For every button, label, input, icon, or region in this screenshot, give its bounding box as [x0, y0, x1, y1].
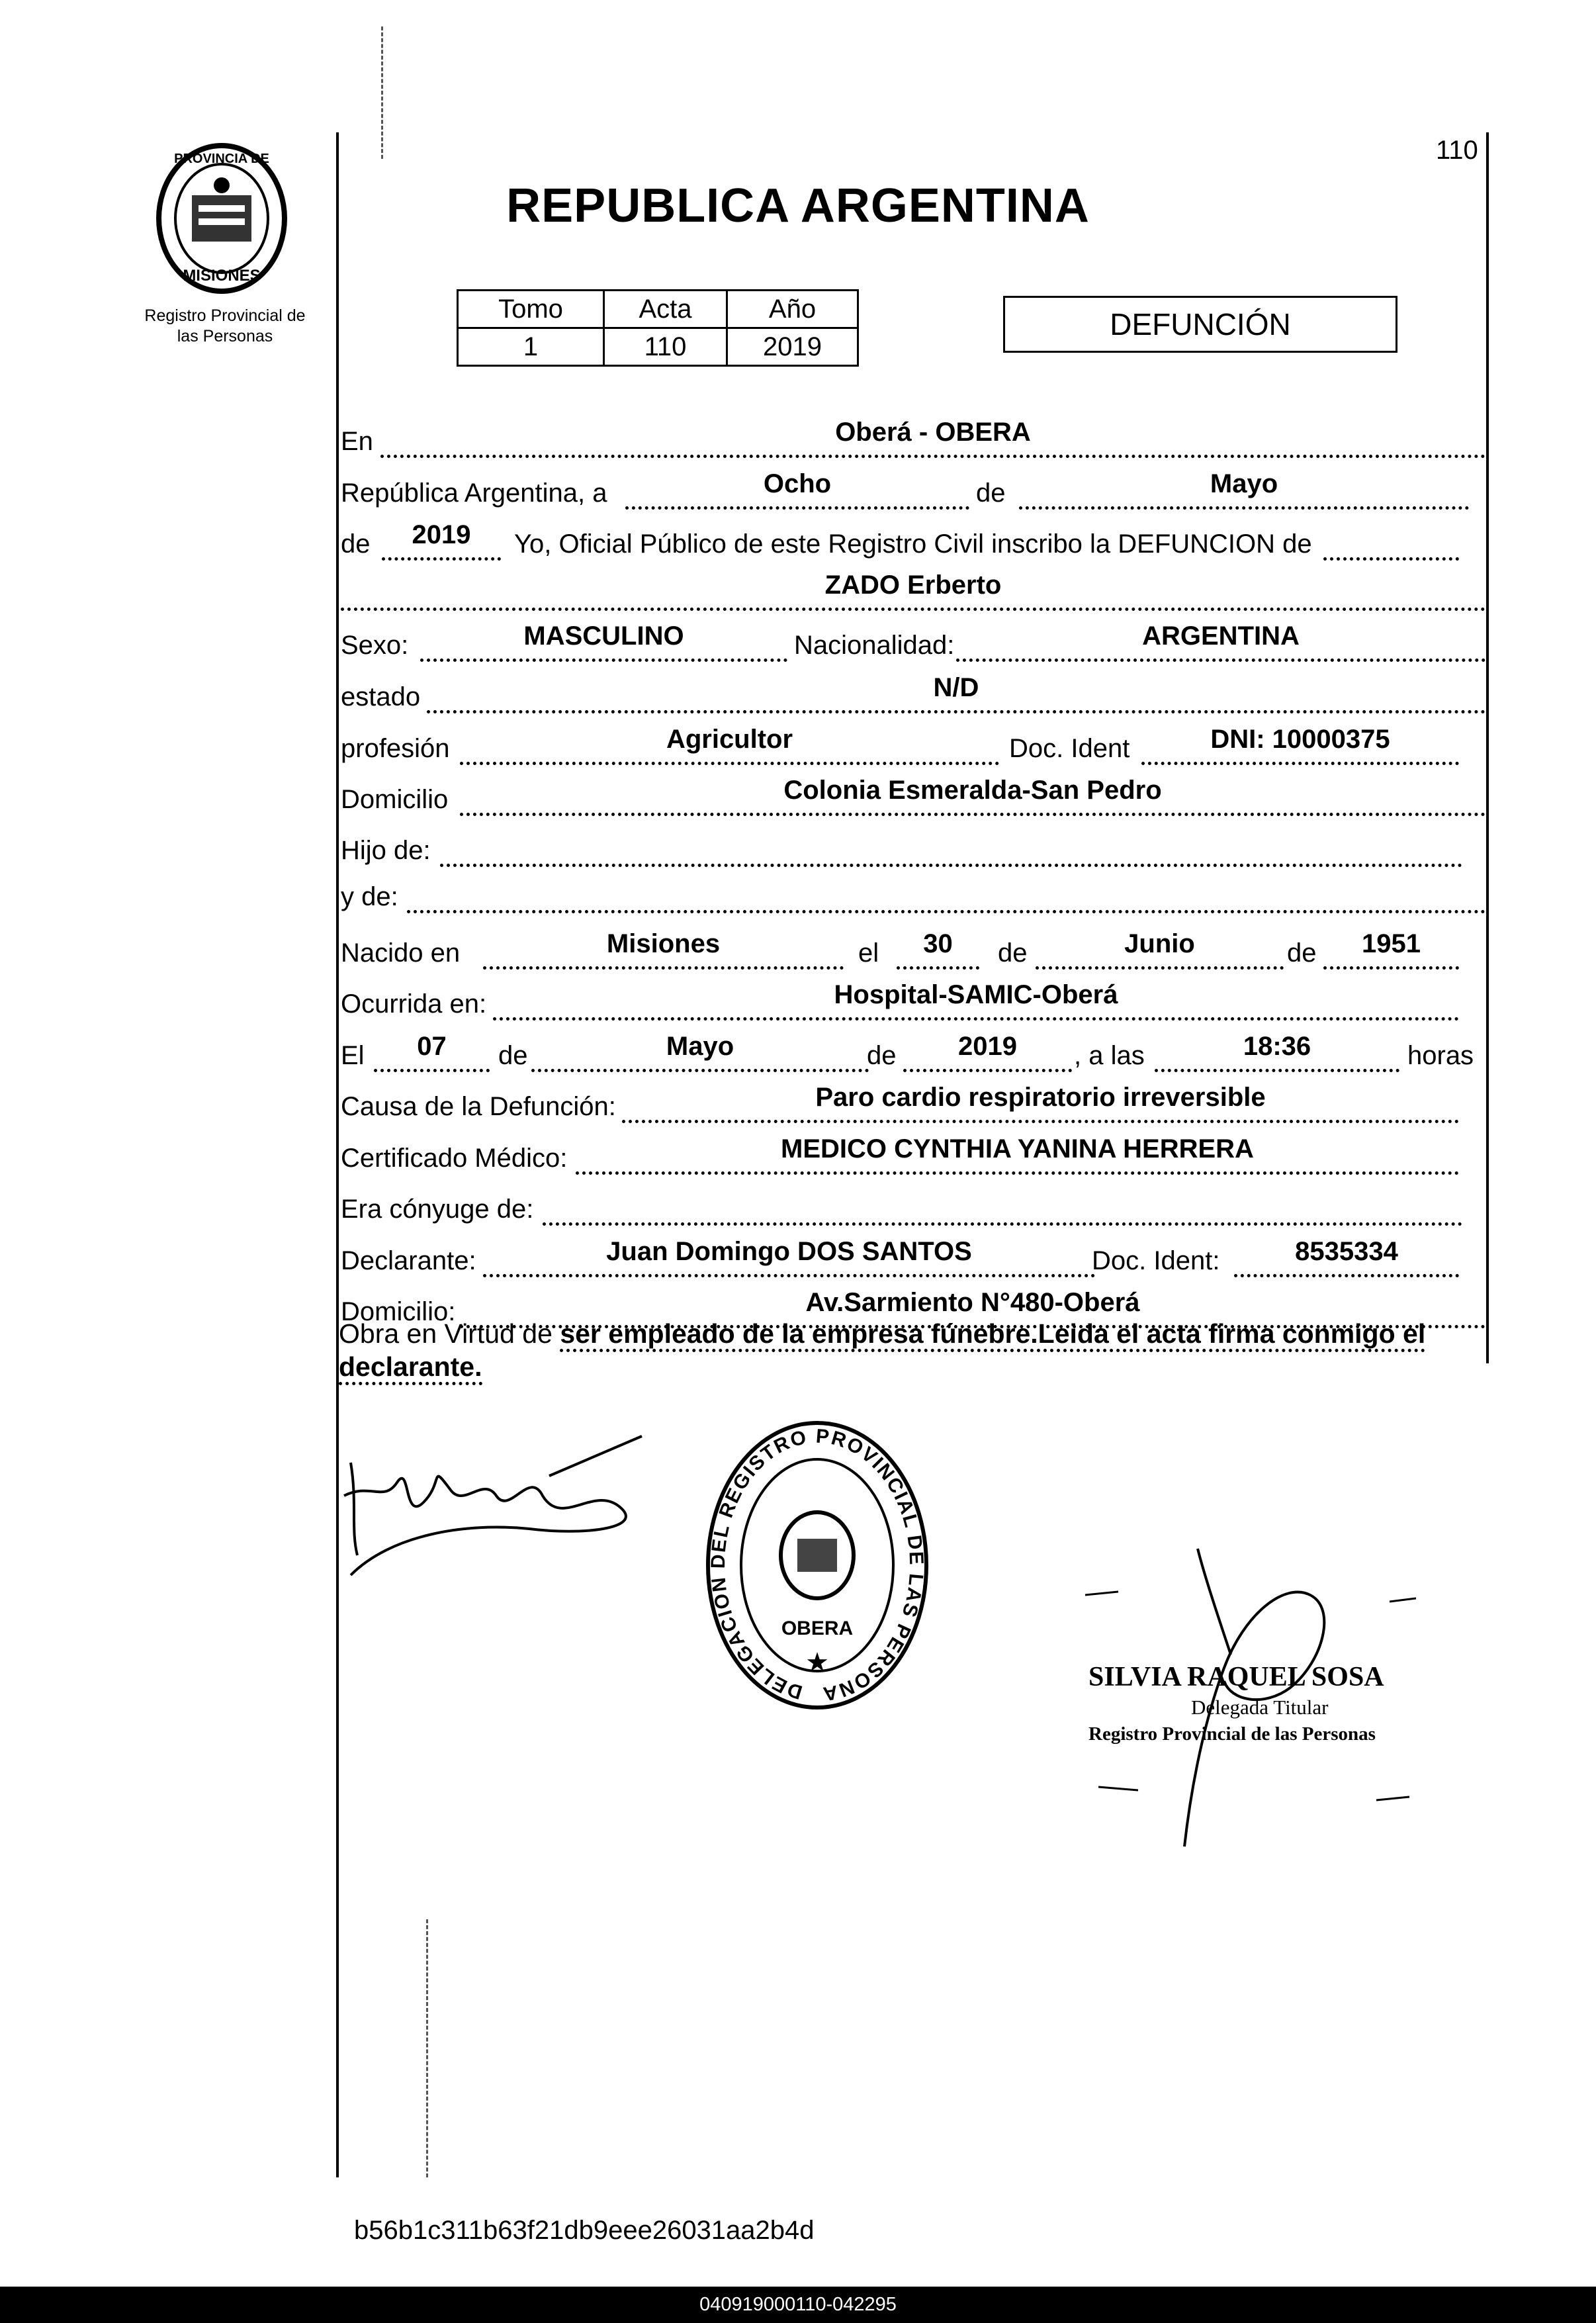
row-profesion [341, 719, 1489, 765]
registry-label-line2: las Personas [177, 327, 273, 345]
sexo-value: MASCULINO [420, 621, 787, 662]
de3-label: de [1287, 938, 1317, 968]
birth-day: 30 [897, 929, 979, 970]
de-label: de [976, 478, 1006, 508]
row-en [341, 412, 1489, 458]
row-sexo [341, 615, 1489, 662]
row-certificado [341, 1128, 1489, 1175]
alas-label: , a las [1074, 1041, 1145, 1070]
seal-text-top: PROVINCIA DE [174, 152, 269, 166]
nacionalidad-value: ARGENTINA [956, 621, 1485, 662]
nacionalidad-label: Nacionalidad: [794, 631, 955, 660]
certificado-label: Certificado Médico: [341, 1144, 568, 1173]
death-day: 07 [374, 1032, 490, 1072]
registry-label-line1: Registro Provincial de [144, 306, 306, 325]
ocurrida-label: Ocurrida en: [341, 989, 487, 1019]
estado-label: estado [341, 682, 421, 711]
causa-label: Causa de la Defunción: [341, 1092, 616, 1121]
signatory-org: Registro Provincial de las Personas [1088, 1723, 1376, 1745]
fold-mark [381, 26, 383, 159]
republica-label: República Argentina, a [341, 478, 607, 508]
obra-paragraph [339, 1317, 1484, 1383]
row-declarante [341, 1231, 1489, 1277]
anio-value: 2019 [727, 328, 858, 366]
inscribe-trailing-fill [1323, 520, 1459, 561]
declarante-label: Declarante: [341, 1246, 476, 1275]
hijo-value [440, 827, 1462, 867]
doc-value: DNI: 10000375 [1141, 725, 1459, 765]
de5-label: de [867, 1041, 897, 1070]
row-hijo [341, 821, 1489, 867]
domicilio-label: Domicilio [341, 785, 449, 814]
estado-value: N/D [427, 673, 1485, 713]
tomo-value: 1 [458, 328, 604, 366]
official-signature [1072, 1535, 1456, 1853]
page-number: 110 [1436, 136, 1478, 165]
declarante-value: Juan Domingo DOS SANTOS [483, 1237, 1095, 1277]
de4-label: de [498, 1041, 528, 1070]
en-label: En [341, 427, 373, 456]
record-table [457, 289, 859, 367]
doc2-label: Doc. Ident: [1092, 1246, 1220, 1275]
conyuge-value [543, 1185, 1462, 1226]
domicilio-value: Colonia Esmeralda-San Pedro [460, 776, 1485, 816]
certificado-value: MEDICO CYNTHIA YANINA HERRERA [576, 1134, 1459, 1175]
fold-mark-lower [426, 1919, 428, 2177]
left-margin-line [336, 132, 339, 2177]
anio-header: Año [727, 291, 858, 328]
causa-value: Paro cardio respiratorio irreversible [622, 1083, 1459, 1123]
year-value: 2019 [382, 520, 501, 561]
ocurrida-value: Hospital-SAMIC-Oberá [493, 980, 1459, 1021]
de2-label: de [998, 938, 1028, 968]
stamp-ring-text: DELEGACION DEL REGISTRO PROVINCIAL DE LAS PERSONA [707, 1425, 928, 1706]
document-hash: b56b1c311b63f21db9eee26031aa2b4d [354, 2216, 815, 2245]
declarant-signature [331, 1423, 648, 1595]
registry-label [119, 306, 331, 347]
en-value: Oberá - OBERA [380, 418, 1485, 458]
deceased-name: ZADO Erberto [341, 570, 1485, 611]
row-republica [341, 463, 1489, 510]
el2-label: El [341, 1041, 365, 1070]
obra-value: ser empleado de la empresa fúnebre.Leida el acta firma conmigo el declarante. [339, 1318, 1425, 1385]
doc-label: Doc. Ident [1009, 734, 1130, 763]
row-yde [341, 867, 1489, 913]
domicilio2-value: Av.Sarmiento N°480-Oberá [460, 1288, 1485, 1328]
horas-label: horas [1407, 1041, 1474, 1070]
row-domicilio [341, 770, 1489, 816]
barcode-number: 040919000110-042295 [699, 2294, 897, 2315]
conyuge-label: Era cónyuge de: [341, 1195, 534, 1224]
stamp-city: OBERA [781, 1617, 854, 1639]
day-word: Ocho [625, 469, 969, 510]
record-type-box: DEFUNCIÓN [1003, 296, 1397, 353]
nacido-label: Nacido en [341, 938, 461, 968]
row-nacido [341, 923, 1489, 970]
document-title: REPUBLICA ARGENTINA [506, 179, 1090, 232]
acta-value: 110 [604, 328, 727, 366]
hijo-label: Hijo de: [341, 836, 431, 865]
nacido-value: Misiones [483, 929, 844, 970]
signatory-role: Delegada Titular [1191, 1696, 1329, 1719]
domicilio2-label: Domicilio: [341, 1297, 456, 1326]
row-estado [341, 667, 1489, 713]
obra-label: Obra en Virtud de [339, 1318, 553, 1349]
star-icon: ★ [805, 1648, 829, 1677]
tomo-header: Tomo [458, 291, 604, 328]
row-death-date [341, 1026, 1489, 1072]
acta-header: Acta [604, 291, 727, 328]
profesion-value: Agricultor [460, 725, 999, 765]
row-causa [341, 1077, 1489, 1123]
row-year [341, 514, 1489, 561]
delegation-stamp [701, 1416, 933, 1721]
death-month: Mayo [531, 1032, 869, 1072]
year-prefix: de [341, 529, 371, 559]
row-conyuge [341, 1179, 1489, 1226]
doc2-value: 8535334 [1234, 1237, 1459, 1277]
yde-label: y de: [341, 882, 398, 911]
profesion-label: profesión [341, 734, 450, 763]
el-label: el [858, 938, 879, 968]
yde-value [407, 873, 1485, 913]
death-year: 2019 [903, 1032, 1072, 1072]
seal-text-bottom: MISIONES [183, 267, 261, 285]
row-ocurrida [341, 974, 1489, 1021]
month-word: Mayo [1019, 469, 1469, 510]
birth-month: Junio [1036, 929, 1284, 970]
sexo-label: Sexo: [341, 631, 409, 660]
death-time: 18:36 [1155, 1032, 1399, 1072]
row-deceased [341, 565, 1489, 611]
birth-year: 1951 [1323, 929, 1459, 970]
signatory-name: SILVIA RAQUEL SOSA [1088, 1662, 1384, 1692]
inscribe-text: Yo, Oficial Público de este Registro Civil inscribo la DEFUNCION de [514, 529, 1312, 559]
